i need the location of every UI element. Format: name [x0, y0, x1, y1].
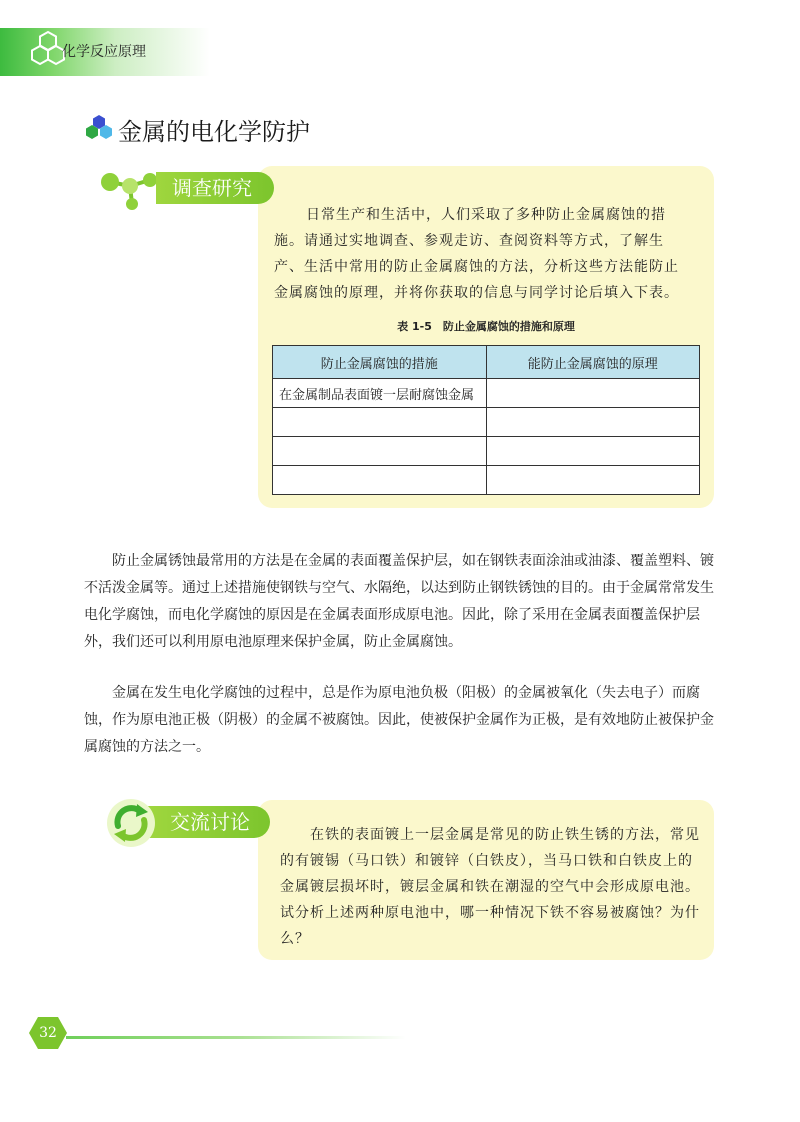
research-tag: 调查研究: [156, 172, 274, 204]
table-caption: 表 1-5 防止金属腐蚀的措施和原理: [397, 320, 575, 333]
body-paragraph-2: 金属在发生电化学腐蚀的过程中，总是作为原电池负极（阳极）的金属被氧化（失去电子）而腐蚀，作为原电池正极（阴极）的金属不被腐蚀。因此，使被保护金属作为正极，是有效地防止被保护金属腐蚀的方法之一。: [84, 685, 714, 755]
table-row: [273, 437, 700, 466]
discussion-paragraph: 在铁的表面镀上一层金属是常见的防止铁生锈的方法，常见的有镀锡（马口铁）和镀锌（白铁皮），当马口铁和白铁皮上的金属镀层损坏时，镀层金属和铁在潮湿的空气中会形成原电池。试分析上述两种原电池中，哪一种情况下铁不容易被腐蚀？为什么？: [280, 827, 700, 947]
table-cell[interactable]: [486, 379, 700, 408]
table-header-principle: 能防止金属腐蚀的原理: [486, 346, 700, 379]
cycle-arrows-icon: [104, 796, 158, 850]
table-cell[interactable]: [486, 466, 700, 495]
table-row: [273, 466, 700, 495]
table-cell[interactable]: [486, 437, 700, 466]
molecule-icon: [96, 166, 160, 212]
book-title: 化学反应原理: [62, 44, 146, 60]
page-number: 32: [39, 1025, 57, 1041]
discussion-tag: 交流讨论: [148, 806, 270, 838]
table-cell[interactable]: [273, 437, 487, 466]
table-row: [273, 408, 700, 437]
table-cell[interactable]: [273, 466, 487, 495]
research-paragraph: 日常生产和生活中，人们采取了多种防止金属腐蚀的措施。请通过实地调查、参观走访、查阅资料等方式，了解生产、生活中常用的防止金属腐蚀的方法，分析这些方法能防止金属腐蚀的原理，并将你获取的信息与同学讨论后填入下表。: [274, 207, 679, 301]
table-cell[interactable]: 在金属制品表面镀一层耐腐蚀金属: [273, 379, 487, 408]
cube-cluster-icon: [84, 114, 114, 140]
table-row: [273, 379, 700, 408]
table-cell[interactable]: [273, 408, 487, 437]
footer-line: [66, 1036, 406, 1039]
body-paragraph-1: 防止金属锈蚀最常用的方法是在金属的表面覆盖保护层，如在钢铁表面涂油或油漆、覆盖塑料、镀不活泼金属等。通过上述措施使钢铁与空气、水隔绝，以达到防止钢铁锈蚀的目的。由于金属常常发生电化学腐蚀，而电化学腐蚀的原因是在金属表面形成原电池。因此，除了采用在金属表面覆盖保护层外，我们还可以利用原电池原理来保护金属，防止金属腐蚀。: [84, 553, 714, 650]
table-cell[interactable]: [486, 408, 700, 437]
corrosion-table: [272, 345, 700, 495]
section-title: 金属的电化学防护: [118, 118, 310, 146]
table-header-measure: 防止金属腐蚀的措施: [273, 346, 487, 379]
